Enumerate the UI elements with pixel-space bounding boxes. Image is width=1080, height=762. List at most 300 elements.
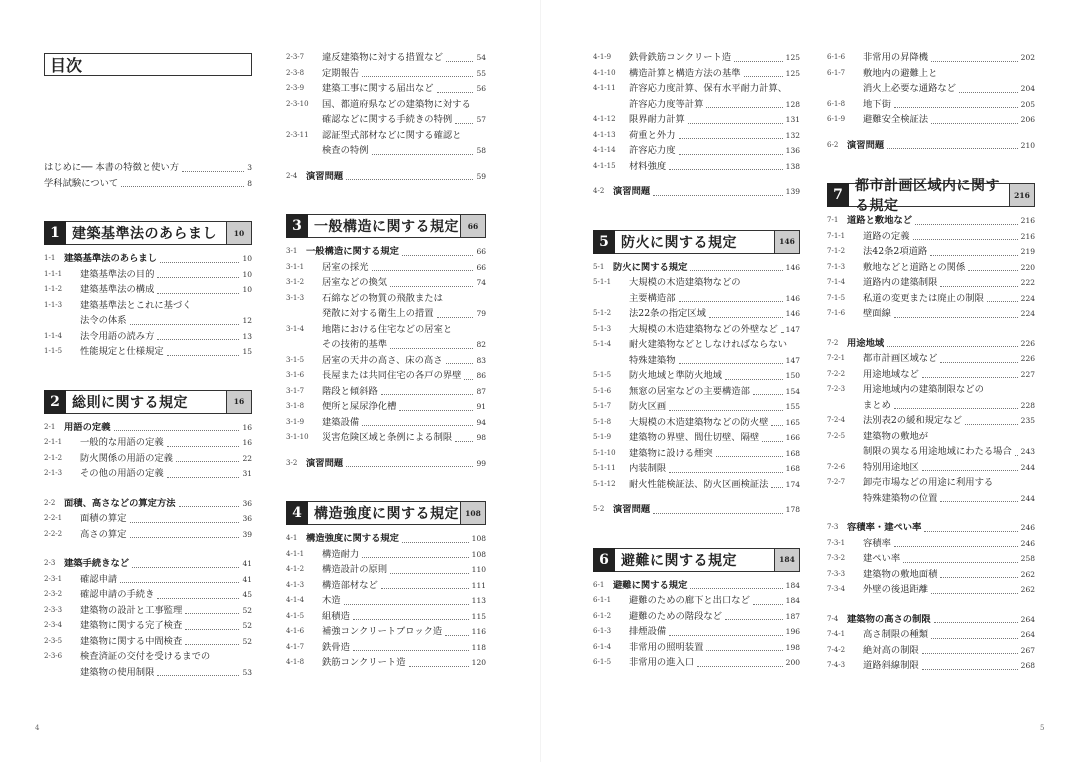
entry-page: 226 bbox=[1020, 338, 1035, 348]
toc-entry[interactable] bbox=[44, 618, 252, 634]
toc-entry[interactable] bbox=[593, 609, 800, 625]
entry-page: 82 bbox=[476, 340, 486, 349]
toc-entry[interactable] bbox=[593, 353, 800, 369]
leader-dots bbox=[445, 635, 469, 636]
leader-dots bbox=[915, 224, 1018, 225]
toc-entry[interactable] bbox=[827, 50, 1035, 66]
toc-section[interactable] bbox=[44, 420, 252, 436]
toc-entry[interactable] bbox=[44, 665, 252, 681]
leader-dots bbox=[353, 619, 469, 620]
toc-entry[interactable] bbox=[286, 415, 486, 431]
entry-label: 都市計画区域など bbox=[863, 353, 938, 364]
toc-entry[interactable] bbox=[593, 430, 800, 446]
toc-entry[interactable] bbox=[827, 643, 1035, 659]
entry-label: 建築物の高さの制限 bbox=[847, 613, 931, 625]
entry-number: 2-1-3 bbox=[44, 469, 63, 477]
entry-number: 5-1-5 bbox=[593, 371, 612, 379]
entry-label: 制限の異なる用途地域にわたる場合 bbox=[863, 446, 1012, 457]
chapter-heading[interactable] bbox=[44, 390, 252, 414]
leader-dots bbox=[669, 169, 783, 170]
entry-number: 4-1-15 bbox=[593, 161, 616, 170]
toc-entry[interactable] bbox=[827, 138, 1035, 154]
entry-page: 166 bbox=[785, 433, 800, 442]
entry-number: 2-3-6 bbox=[44, 652, 63, 660]
toc-entry[interactable] bbox=[827, 551, 1035, 567]
toc-entry[interactable] bbox=[286, 112, 486, 128]
entry-label: 定期報告 bbox=[322, 67, 360, 79]
entry-page: 184 bbox=[785, 596, 800, 605]
toc-entry[interactable] bbox=[44, 634, 252, 650]
toc-section[interactable] bbox=[286, 531, 486, 547]
leader-dots bbox=[157, 598, 239, 599]
toc-entry[interactable] bbox=[827, 460, 1035, 476]
entry-label: 避難に関する規定 bbox=[613, 579, 688, 591]
toc-entry[interactable] bbox=[286, 624, 486, 640]
entry-label: 鉄骨造 bbox=[322, 641, 350, 653]
entry-label: 検査済証の交付を受けるまでの bbox=[80, 651, 211, 662]
toc-entry[interactable] bbox=[44, 313, 252, 329]
toc-entry[interactable] bbox=[286, 609, 486, 625]
leader-dots bbox=[679, 138, 783, 139]
entry-number: 3-1-8 bbox=[286, 402, 305, 410]
spacer bbox=[827, 506, 1035, 520]
toc-entry[interactable] bbox=[593, 112, 800, 128]
leader-dots bbox=[679, 363, 783, 364]
entry-label: 避難のための階段など bbox=[629, 610, 722, 622]
leader-dots bbox=[922, 669, 1018, 670]
entry-label: 建築基準法の構成 bbox=[80, 284, 155, 295]
toc-section[interactable] bbox=[44, 556, 252, 572]
toc-entry[interactable] bbox=[44, 572, 252, 588]
entry-label: 高さ制限の種類 bbox=[863, 629, 929, 640]
entry-page: 220 bbox=[1020, 262, 1035, 272]
toc-entry[interactable] bbox=[44, 603, 252, 619]
toc-entry[interactable] bbox=[593, 337, 800, 353]
toc-entry[interactable] bbox=[827, 112, 1035, 128]
toc-entry[interactable] bbox=[593, 593, 800, 609]
toc-entry[interactable] bbox=[44, 649, 252, 665]
entry-number: 2-2-1 bbox=[44, 514, 63, 522]
toc-entry[interactable] bbox=[44, 282, 252, 298]
entry-page: 202 bbox=[1020, 53, 1035, 62]
entry-number: 4-1-8 bbox=[286, 658, 305, 666]
leader-dots bbox=[679, 154, 783, 155]
entry-number: 2-3-11 bbox=[286, 130, 309, 139]
entry-page: 91 bbox=[476, 402, 486, 411]
toc-entry[interactable] bbox=[827, 567, 1035, 583]
entry-label: 一般構造に関する規定 bbox=[306, 246, 399, 257]
toc-entry[interactable] bbox=[593, 128, 800, 144]
entry-page: 41 bbox=[242, 574, 252, 584]
entry-label: 国、都道府県などの建築物に対する bbox=[322, 98, 471, 110]
toc-entry[interactable] bbox=[286, 430, 486, 446]
entry-number: 6-1-6 bbox=[827, 53, 846, 61]
toc-entry[interactable] bbox=[286, 81, 486, 97]
entry-label: 建築基準法のあらまし bbox=[64, 253, 157, 264]
chapter-heading[interactable] bbox=[286, 501, 486, 525]
chapter-page: 16 bbox=[227, 390, 252, 414]
toc-entry[interactable] bbox=[827, 351, 1035, 367]
entry-number: 1-1-4 bbox=[44, 331, 63, 340]
chapter-heading[interactable] bbox=[286, 214, 486, 238]
toc-entry[interactable] bbox=[827, 275, 1035, 291]
leader-dots bbox=[653, 513, 783, 514]
toc-entry[interactable] bbox=[593, 446, 800, 462]
toc-entry[interactable] bbox=[44, 298, 252, 314]
entry-label: 用途地域など bbox=[863, 368, 919, 380]
toc-entry[interactable] bbox=[286, 337, 486, 353]
entry-label: 補強コンクリートブロック造 bbox=[322, 626, 443, 637]
entry-page: 125 bbox=[785, 68, 800, 78]
toc-column-1 bbox=[44, 50, 252, 680]
entry-page: 262 bbox=[1020, 585, 1035, 594]
entry-page: 147 bbox=[785, 324, 800, 334]
entry-number: 7-3-2 bbox=[827, 554, 846, 562]
leader-dots bbox=[344, 604, 469, 605]
chapter-number: 3 bbox=[286, 214, 308, 238]
leader-dots bbox=[931, 593, 1018, 594]
toc-entry[interactable] bbox=[593, 368, 800, 384]
entry-page: 10 bbox=[242, 285, 252, 294]
entry-number: 7-2-5 bbox=[827, 431, 846, 440]
toc-entry[interactable] bbox=[593, 159, 800, 175]
leader-dots bbox=[931, 61, 1018, 62]
entry-page: 205 bbox=[1020, 99, 1035, 109]
toc-entry[interactable] bbox=[827, 367, 1035, 383]
toc-entry[interactable] bbox=[593, 640, 800, 656]
leader-dots bbox=[931, 123, 1018, 124]
leader-dots bbox=[709, 317, 783, 318]
entry-label: 演習問題 bbox=[613, 504, 651, 515]
toc-entry[interactable] bbox=[286, 291, 486, 307]
toc-section[interactable] bbox=[827, 612, 1035, 628]
toc-entry[interactable] bbox=[593, 81, 800, 97]
toc-entry[interactable] bbox=[593, 97, 800, 113]
entry-page: 52 bbox=[242, 636, 252, 646]
entry-page: 228 bbox=[1020, 400, 1035, 410]
toc-entry[interactable] bbox=[286, 578, 486, 594]
entry-label: 居室などの換気 bbox=[322, 277, 388, 288]
toc-entry[interactable] bbox=[593, 477, 800, 493]
toc-entry[interactable] bbox=[44, 587, 252, 603]
entry-page: 206 bbox=[1020, 115, 1035, 124]
entry-number: 5-1-7 bbox=[593, 402, 612, 410]
toc-entry[interactable] bbox=[286, 306, 486, 322]
toc-entry[interactable] bbox=[593, 502, 800, 518]
toc-entry[interactable] bbox=[593, 655, 800, 671]
toc-entry[interactable] bbox=[827, 97, 1035, 113]
entry-number: 6-1-2 bbox=[593, 611, 612, 620]
entry-page: 226 bbox=[1020, 354, 1035, 363]
toc-entry[interactable] bbox=[286, 169, 486, 185]
toc-entry[interactable] bbox=[44, 329, 252, 345]
entry-page: 15 bbox=[242, 347, 252, 356]
toc-entry[interactable] bbox=[286, 66, 486, 82]
entry-number: 4-1 bbox=[286, 534, 298, 542]
toc-entry[interactable] bbox=[827, 475, 1035, 491]
entry-label: 便所と屎尿浄化槽 bbox=[322, 401, 397, 412]
toc-entry[interactable] bbox=[286, 456, 486, 472]
entry-page: 52 bbox=[242, 605, 252, 615]
entry-page: 154 bbox=[785, 386, 800, 396]
entry-label: 特別用途地区 bbox=[863, 461, 919, 473]
leader-dots bbox=[725, 619, 783, 620]
entry-number: 4-1-12 bbox=[593, 115, 616, 123]
toc-entry[interactable] bbox=[827, 658, 1035, 674]
leader-dots bbox=[894, 107, 1018, 108]
entry-page: 13 bbox=[242, 331, 252, 341]
entry-label: 法22条の指定区域 bbox=[629, 308, 706, 319]
toc-entry[interactable] bbox=[827, 627, 1035, 643]
entry-label: 建築手続きなど bbox=[64, 558, 130, 569]
entry-page: 200 bbox=[785, 658, 800, 667]
chapter-heading[interactable] bbox=[593, 230, 800, 254]
entry-number: 7-4-3 bbox=[827, 661, 846, 669]
entry-number: 6-2 bbox=[827, 140, 839, 149]
entry-page: 258 bbox=[1020, 554, 1035, 563]
entry-number: 4-1-9 bbox=[593, 53, 612, 61]
entry-number: 4-1-3 bbox=[286, 580, 305, 589]
spacer bbox=[593, 200, 800, 226]
entry-page: 36 bbox=[242, 514, 252, 523]
toc-entry[interactable] bbox=[593, 184, 800, 200]
leader-dots bbox=[157, 675, 239, 676]
entry-number: 4-1-5 bbox=[286, 611, 305, 620]
toc-section[interactable] bbox=[44, 251, 252, 267]
entry-label: 木造 bbox=[322, 595, 341, 606]
toc-entry[interactable] bbox=[827, 582, 1035, 598]
entry-number: 2-3-1 bbox=[44, 574, 63, 583]
toc-entry[interactable] bbox=[44, 511, 252, 527]
entry-label: 許容応力度計算、保有水平耐力計算、 bbox=[629, 83, 788, 94]
entry-number: 2-3-8 bbox=[286, 68, 305, 77]
entry-page: 36 bbox=[242, 498, 252, 508]
toc-entry[interactable] bbox=[827, 382, 1035, 398]
entry-label: 壁面線 bbox=[863, 308, 891, 319]
toc-entry[interactable] bbox=[827, 66, 1035, 82]
entry-number: 3-1-7 bbox=[286, 386, 305, 395]
entry-number: 1-1-3 bbox=[44, 300, 63, 309]
toc-entry[interactable] bbox=[827, 244, 1035, 260]
toc-entry[interactable] bbox=[286, 128, 486, 144]
entry-page: 146 bbox=[785, 293, 800, 303]
leader-dots bbox=[455, 123, 473, 124]
toc-entry[interactable] bbox=[286, 50, 486, 66]
chapter-heading[interactable] bbox=[44, 221, 252, 245]
leader-dots bbox=[399, 410, 473, 411]
toc-entry[interactable] bbox=[44, 435, 252, 451]
leader-dots bbox=[913, 239, 1018, 240]
toc-entry[interactable] bbox=[286, 275, 486, 291]
toc-entry[interactable] bbox=[286, 384, 486, 400]
entry-label: 非常用の昇降機 bbox=[863, 52, 929, 63]
leader-dots bbox=[894, 546, 1018, 547]
toc-entry[interactable] bbox=[593, 322, 800, 338]
toc-section[interactable] bbox=[593, 578, 800, 594]
entry-page: 146 bbox=[785, 262, 800, 272]
entry-label: 非常用の照明装置 bbox=[629, 641, 704, 653]
toc-entry[interactable] bbox=[44, 527, 252, 543]
toc-section[interactable] bbox=[593, 260, 800, 276]
entry-number: 2-3-10 bbox=[286, 99, 309, 108]
toc-entry[interactable] bbox=[286, 97, 486, 113]
entry-label: 建ぺい率 bbox=[863, 553, 901, 564]
entry-number: 7-4-1 bbox=[827, 630, 846, 638]
entry-number: 6-1-7 bbox=[827, 68, 846, 77]
toc-entry[interactable] bbox=[44, 451, 252, 467]
entry-page: 116 bbox=[471, 627, 486, 636]
spacer bbox=[44, 482, 252, 496]
leader-dots bbox=[372, 270, 473, 271]
entry-label: 私道の変更または廃止の制限 bbox=[863, 292, 984, 304]
entry-label: 演習問題 bbox=[613, 186, 651, 197]
spacer bbox=[44, 542, 252, 556]
entry-number: 7-3-4 bbox=[827, 585, 846, 593]
toc-entry[interactable] bbox=[827, 229, 1035, 245]
toc-entry[interactable] bbox=[593, 415, 800, 431]
entry-number: 1-1-1 bbox=[44, 269, 63, 278]
entry-label: 石綿などの物質の飛散または bbox=[322, 292, 443, 304]
leader-dots bbox=[346, 466, 473, 467]
toc-entry[interactable] bbox=[593, 624, 800, 640]
page-gutter bbox=[540, 0, 541, 762]
leader-dots bbox=[669, 635, 783, 636]
toc-entry[interactable] bbox=[286, 353, 486, 369]
entry-label: 排煙設備 bbox=[629, 626, 667, 637]
toc-entry[interactable] bbox=[827, 81, 1035, 97]
toc-entry[interactable] bbox=[827, 413, 1035, 429]
entry-number: 5-1-9 bbox=[593, 433, 612, 441]
toc-entry[interactable] bbox=[827, 306, 1035, 322]
toc-entry[interactable] bbox=[593, 461, 800, 477]
toc-entry[interactable] bbox=[827, 291, 1035, 307]
entry-number: 4-1-11 bbox=[593, 84, 616, 92]
toc-entry[interactable] bbox=[593, 291, 800, 307]
leader-dots bbox=[381, 394, 473, 395]
entry-page: 178 bbox=[785, 505, 800, 514]
entry-page: 31 bbox=[242, 469, 252, 478]
entry-page: 22 bbox=[242, 453, 252, 463]
toc-section[interactable] bbox=[827, 520, 1035, 536]
entry-page: 94 bbox=[476, 417, 486, 427]
toc-entry[interactable] bbox=[593, 143, 800, 159]
toc-entry[interactable] bbox=[286, 640, 486, 656]
entry-label: 容積率・建ぺい率 bbox=[847, 522, 922, 533]
entry-page: 243 bbox=[1020, 447, 1035, 456]
leader-dots bbox=[716, 456, 783, 457]
toc-entry[interactable] bbox=[593, 50, 800, 66]
chapter-heading[interactable] bbox=[827, 178, 1035, 214]
chapter-title: 構造強度に関する規定 bbox=[308, 501, 461, 525]
entry-page: 59 bbox=[476, 171, 486, 181]
entry-label: 建築物の界壁、間仕切壁、隔壁 bbox=[629, 432, 760, 443]
toc-entry[interactable] bbox=[827, 398, 1035, 414]
toc-entry[interactable] bbox=[44, 267, 252, 283]
leader-dots bbox=[157, 277, 239, 278]
entry-label: 鉄筋コンクリート造 bbox=[322, 657, 406, 668]
entry-page: 128 bbox=[785, 99, 800, 109]
toc-entry[interactable] bbox=[827, 491, 1035, 507]
entry-page: 147 bbox=[785, 355, 800, 365]
entry-label: 居室の採光 bbox=[322, 261, 369, 273]
leader-dots bbox=[167, 477, 239, 478]
toc-entry[interactable] bbox=[286, 260, 486, 276]
toc-entry[interactable] bbox=[827, 429, 1035, 445]
toc-entry[interactable] bbox=[286, 562, 486, 578]
toc-entry[interactable] bbox=[286, 547, 486, 563]
toc-entry[interactable] bbox=[286, 399, 486, 415]
toc-entry[interactable] bbox=[44, 466, 252, 482]
entry-label: 建築工事に関する届出など bbox=[322, 83, 434, 94]
leader-dots bbox=[185, 644, 239, 645]
entry-page: 8 bbox=[247, 178, 252, 188]
entry-label: 無窓の居室などの主要構造部 bbox=[629, 385, 750, 397]
entry-label: 建築基準法とこれに基づく bbox=[80, 299, 192, 311]
entry-label: 構造設計の原則 bbox=[322, 564, 388, 575]
entry-page: 3 bbox=[247, 163, 252, 172]
entry-label: 認証型式部材などに関する確認と bbox=[322, 129, 462, 141]
entry-label: 高さの算定 bbox=[80, 528, 127, 540]
entry-page: 132 bbox=[785, 130, 800, 140]
toc-entry[interactable] bbox=[827, 260, 1035, 276]
entry-page: 244 bbox=[1020, 493, 1035, 503]
entry-label: 用途地域内の建築制限などの bbox=[863, 384, 984, 395]
entry-number: 4-1-6 bbox=[286, 627, 305, 635]
toc-entry[interactable] bbox=[44, 344, 252, 360]
toc-section[interactable] bbox=[44, 496, 252, 512]
entry-number: 7-1-4 bbox=[827, 278, 846, 286]
spacer bbox=[44, 191, 252, 217]
entry-page: 168 bbox=[785, 464, 800, 473]
entry-page: 98 bbox=[476, 433, 486, 442]
entry-page: 204 bbox=[1020, 84, 1035, 93]
toc-entry[interactable] bbox=[286, 322, 486, 338]
entry-number: 2-1 bbox=[44, 422, 56, 431]
leader-dots bbox=[706, 650, 783, 651]
toc-entry[interactable] bbox=[286, 143, 486, 159]
entry-page: 155 bbox=[785, 402, 800, 411]
toc-section[interactable] bbox=[827, 213, 1035, 229]
spacer bbox=[44, 50, 252, 160]
leader-dots bbox=[121, 186, 244, 187]
entry-label: 荷重と外力 bbox=[629, 129, 676, 141]
toc-entry[interactable] bbox=[593, 66, 800, 82]
leader-dots bbox=[965, 424, 1018, 425]
toc-entry[interactable] bbox=[593, 399, 800, 415]
entry-label: 材料強度 bbox=[629, 160, 667, 172]
toc-entry[interactable] bbox=[593, 384, 800, 400]
toc-entry[interactable] bbox=[286, 368, 486, 384]
entry-number: 1-1-5 bbox=[44, 347, 63, 355]
toc-entry[interactable] bbox=[286, 655, 486, 671]
chapter-number: 4 bbox=[286, 501, 308, 525]
entry-label: 用途地域 bbox=[847, 337, 885, 349]
toc-entry[interactable] bbox=[44, 160, 252, 176]
toc-entry[interactable] bbox=[827, 536, 1035, 552]
entry-label: 大規模の木造建築物などの防火壁 bbox=[629, 416, 769, 428]
leader-dots bbox=[753, 394, 783, 395]
toc-entry[interactable] bbox=[593, 306, 800, 322]
toc-entry[interactable] bbox=[44, 176, 252, 192]
toc-section[interactable] bbox=[286, 244, 486, 260]
toc-entry[interactable] bbox=[827, 444, 1035, 460]
chapter-number: 6 bbox=[593, 548, 615, 572]
toc-entry[interactable] bbox=[286, 593, 486, 609]
chapter-heading[interactable] bbox=[593, 548, 800, 572]
toc-section[interactable] bbox=[827, 336, 1035, 352]
toc-entry[interactable] bbox=[593, 275, 800, 291]
entry-number: 4-1-13 bbox=[593, 130, 616, 139]
